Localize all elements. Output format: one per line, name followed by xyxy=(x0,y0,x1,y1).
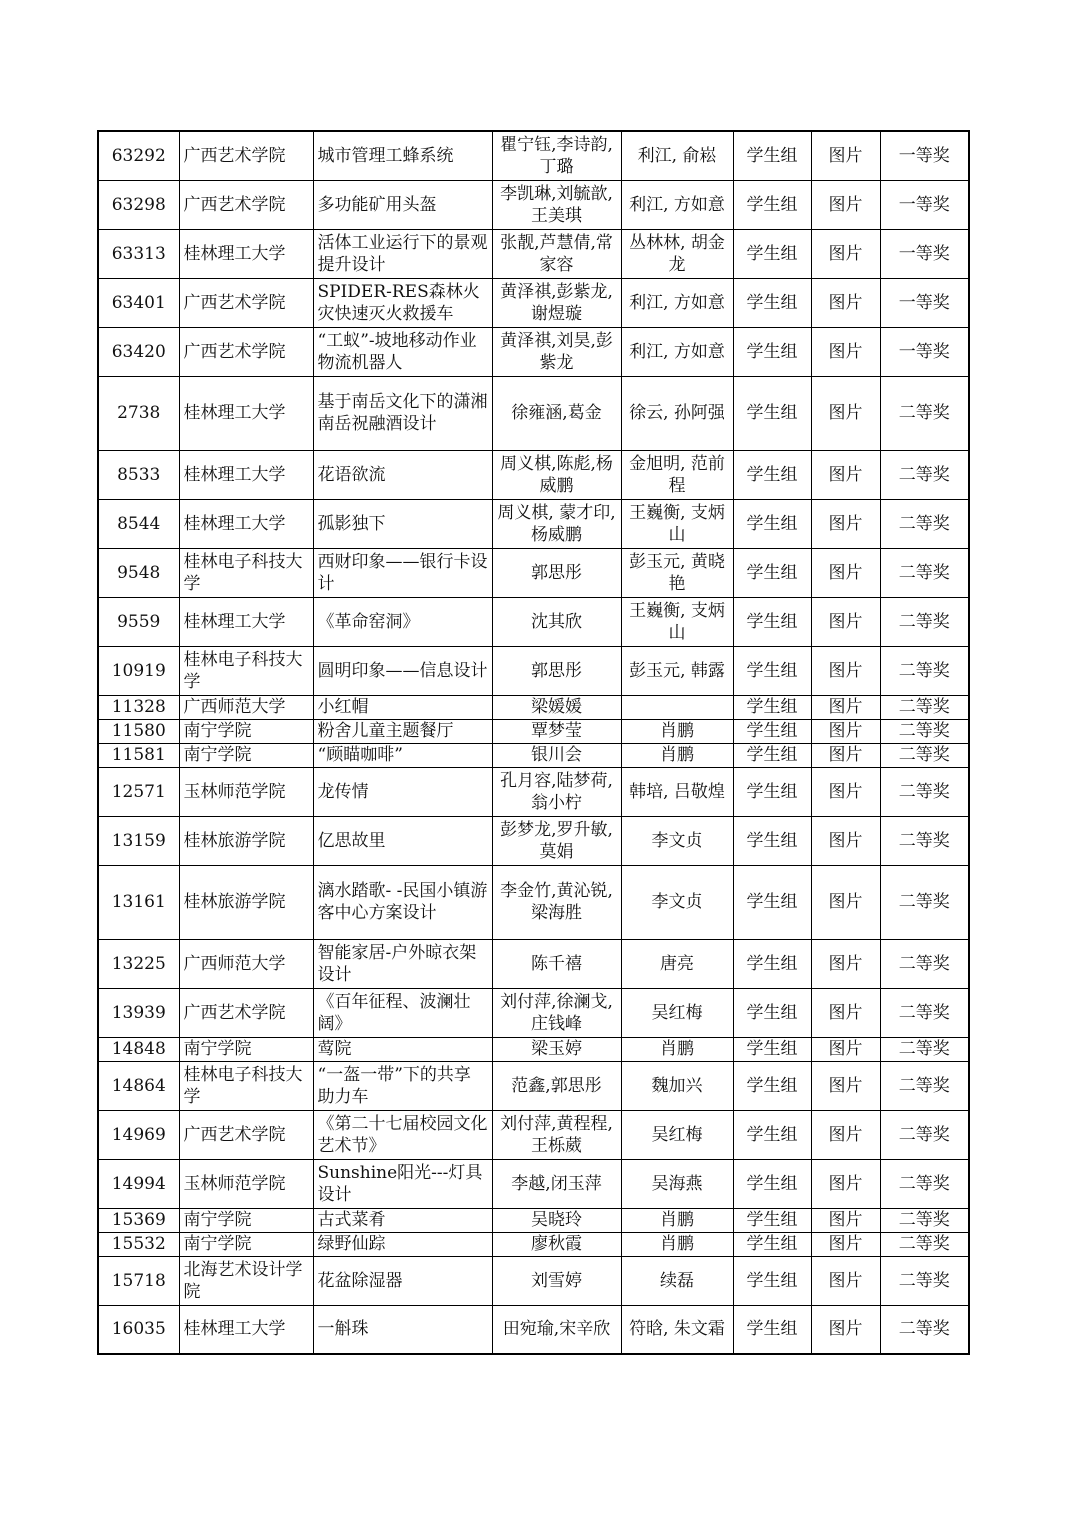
award-cell: 二等奖 xyxy=(880,988,969,1037)
school-cell: 玉林师范学院 xyxy=(179,1159,313,1208)
advisors-cell: 肖鹏 xyxy=(621,1208,733,1232)
advisors-cell: 续磊 xyxy=(621,1256,733,1305)
advisors-cell: 利江, 方如意 xyxy=(621,278,733,327)
advisors-cell: 肖鹏 xyxy=(621,1232,733,1256)
authors-cell: 廖秋霞 xyxy=(492,1232,621,1256)
group-cell: 学生组 xyxy=(733,278,811,327)
group-cell: 学生组 xyxy=(733,816,811,865)
school-cell: 广西艺术学院 xyxy=(179,1110,313,1159)
category-cell: 图片 xyxy=(811,180,880,229)
award-cell: 二等奖 xyxy=(880,939,969,988)
advisors-cell: 魏加兴 xyxy=(621,1061,733,1110)
category-cell: 图片 xyxy=(811,1232,880,1256)
advisors-cell: 王巍衡, 支炳山 xyxy=(621,597,733,646)
award-cell: 二等奖 xyxy=(880,695,969,719)
award-cell: 二等奖 xyxy=(880,719,969,743)
authors-cell: 刘付萍,徐澜戈,庄钱峰 xyxy=(492,988,621,1037)
entry-id-cell: 63401 xyxy=(98,278,179,327)
school-cell: 桂林旅游学院 xyxy=(179,816,313,865)
authors-cell: 刘雪婷 xyxy=(492,1256,621,1305)
group-cell: 学生组 xyxy=(733,1256,811,1305)
award-cell: 二等奖 xyxy=(880,499,969,548)
group-cell: 学生组 xyxy=(733,1061,811,1110)
entry-id-cell: 63313 xyxy=(98,229,179,278)
table-row xyxy=(98,499,969,548)
table-row xyxy=(98,743,969,767)
school-cell: 桂林电子科技大学 xyxy=(179,548,313,597)
category-cell: 图片 xyxy=(811,1256,880,1305)
school-cell: 南宁学院 xyxy=(179,1208,313,1232)
work-title-cell: 漓水踏歌- -民国小镇游客中心方案设计 xyxy=(313,865,492,939)
school-cell: 广西师范大学 xyxy=(179,939,313,988)
school-cell: 玉林师范学院 xyxy=(179,767,313,816)
award-cell: 二等奖 xyxy=(880,1037,969,1061)
school-cell: 桂林理工大学 xyxy=(179,229,313,278)
group-cell: 学生组 xyxy=(733,695,811,719)
advisors-cell: 利江, 俞崧 xyxy=(621,131,733,180)
table-row xyxy=(98,131,969,180)
category-cell: 图片 xyxy=(811,695,880,719)
award-cell: 一等奖 xyxy=(880,229,969,278)
table-row xyxy=(98,548,969,597)
work-title-cell: 亿思故里 xyxy=(313,816,492,865)
category-cell: 图片 xyxy=(811,1208,880,1232)
work-title-cell: “顾瞄咖啡” xyxy=(313,743,492,767)
advisors-cell: 彭玉元, 黄晓艳 xyxy=(621,548,733,597)
advisors-cell: 利江, 方如意 xyxy=(621,327,733,376)
advisors-cell xyxy=(621,695,733,719)
table-row xyxy=(98,1110,969,1159)
work-title-cell: 智能家居-户外晾衣架设计 xyxy=(313,939,492,988)
authors-cell: 范鑫,郭思彤 xyxy=(492,1061,621,1110)
advisors-cell: 韩培, 吕敬煌 xyxy=(621,767,733,816)
group-cell: 学生组 xyxy=(733,988,811,1037)
entry-id-cell: 11581 xyxy=(98,743,179,767)
category-cell: 图片 xyxy=(811,939,880,988)
school-cell: 广西师范大学 xyxy=(179,695,313,719)
group-cell: 学生组 xyxy=(733,1208,811,1232)
group-cell: 学生组 xyxy=(733,1037,811,1061)
work-title-cell: Sunshine阳光---灯具设计 xyxy=(313,1159,492,1208)
table-row xyxy=(98,597,969,646)
authors-cell: 郭思彤 xyxy=(492,548,621,597)
group-cell: 学生组 xyxy=(733,450,811,499)
entry-id-cell: 9559 xyxy=(98,597,179,646)
school-cell: 桂林电子科技大学 xyxy=(179,646,313,695)
authors-cell: 黄泽祺,刘昊,彭紫龙 xyxy=(492,327,621,376)
work-title-cell: 粉舍儿童主题餐厅 xyxy=(313,719,492,743)
authors-cell: 张靓,芦慧倩,常家容 xyxy=(492,229,621,278)
award-cell: 一等奖 xyxy=(880,180,969,229)
table-row xyxy=(98,865,969,939)
award-cell: 二等奖 xyxy=(880,597,969,646)
category-cell: 图片 xyxy=(811,1305,880,1354)
category-cell: 图片 xyxy=(811,988,880,1037)
entry-id-cell: 16035 xyxy=(98,1305,179,1354)
entry-id-cell: 14969 xyxy=(98,1110,179,1159)
school-cell: 桂林理工大学 xyxy=(179,1305,313,1354)
school-cell: 广西艺术学院 xyxy=(179,278,313,327)
work-title-cell: “工蚁”-坡地移动作业物流机器人 xyxy=(313,327,492,376)
advisors-cell: 徐云, 孙阿强 xyxy=(621,376,733,450)
entry-id-cell: 12571 xyxy=(98,767,179,816)
work-title-cell: 《第二十七届校园文化艺术节》 xyxy=(313,1110,492,1159)
group-cell: 学生组 xyxy=(733,1232,811,1256)
advisors-cell: 唐亮 xyxy=(621,939,733,988)
table-row xyxy=(98,278,969,327)
entry-id-cell: 8544 xyxy=(98,499,179,548)
group-cell: 学生组 xyxy=(733,548,811,597)
table-row xyxy=(98,719,969,743)
school-cell: 南宁学院 xyxy=(179,1037,313,1061)
table-row xyxy=(98,450,969,499)
table-row xyxy=(98,229,969,278)
work-title-cell: 圆明印象——信息设计 xyxy=(313,646,492,695)
entry-id-cell: 15718 xyxy=(98,1256,179,1305)
group-cell: 学生组 xyxy=(733,939,811,988)
authors-cell: 梁媛媛 xyxy=(492,695,621,719)
entry-id-cell: 14864 xyxy=(98,1061,179,1110)
award-cell: 二等奖 xyxy=(880,1110,969,1159)
school-cell: 南宁学院 xyxy=(179,719,313,743)
work-title-cell: 西财印象——银行卡设计 xyxy=(313,548,492,597)
table-row xyxy=(98,180,969,229)
advisors-cell: 符晗, 朱文霜 xyxy=(621,1305,733,1354)
group-cell: 学生组 xyxy=(733,865,811,939)
group-cell: 学生组 xyxy=(733,1305,811,1354)
table-row xyxy=(98,695,969,719)
advisors-cell: 李文贞 xyxy=(621,816,733,865)
table-row xyxy=(98,1305,969,1354)
group-cell: 学生组 xyxy=(733,180,811,229)
award-cell: 一等奖 xyxy=(880,327,969,376)
school-cell: 桂林理工大学 xyxy=(179,376,313,450)
category-cell: 图片 xyxy=(811,719,880,743)
entry-id-cell: 63420 xyxy=(98,327,179,376)
category-cell: 图片 xyxy=(811,816,880,865)
award-cell: 二等奖 xyxy=(880,1061,969,1110)
award-cell: 二等奖 xyxy=(880,1256,969,1305)
table-row xyxy=(98,1061,969,1110)
work-title-cell: 孤影独下 xyxy=(313,499,492,548)
award-cell: 二等奖 xyxy=(880,816,969,865)
award-cell: 二等奖 xyxy=(880,1232,969,1256)
school-cell: 广西艺术学院 xyxy=(179,327,313,376)
group-cell: 学生组 xyxy=(733,646,811,695)
table-row xyxy=(98,1159,969,1208)
advisors-cell: 李文贞 xyxy=(621,865,733,939)
category-cell: 图片 xyxy=(811,597,880,646)
table-row xyxy=(98,646,969,695)
work-title-cell: 绿野仙踪 xyxy=(313,1232,492,1256)
school-cell: 桂林理工大学 xyxy=(179,450,313,499)
award-cell: 一等奖 xyxy=(880,278,969,327)
table-row xyxy=(98,1037,969,1061)
school-cell: 北海艺术设计学院 xyxy=(179,1256,313,1305)
school-cell: 南宁学院 xyxy=(179,1232,313,1256)
category-cell: 图片 xyxy=(811,865,880,939)
group-cell: 学生组 xyxy=(733,376,811,450)
work-title-cell: 古式菜肴 xyxy=(313,1208,492,1232)
group-cell: 学生组 xyxy=(733,229,811,278)
school-cell: 桂林电子科技大学 xyxy=(179,1061,313,1110)
authors-cell: 刘付萍,黄程程,王栎葳 xyxy=(492,1110,621,1159)
category-cell: 图片 xyxy=(811,1110,880,1159)
group-cell: 学生组 xyxy=(733,719,811,743)
group-cell: 学生组 xyxy=(733,131,811,180)
school-cell: 广西艺术学院 xyxy=(179,988,313,1037)
category-cell: 图片 xyxy=(811,376,880,450)
work-title-cell: 城市管理工蜂系统 xyxy=(313,131,492,180)
table-row xyxy=(98,988,969,1037)
category-cell: 图片 xyxy=(811,450,880,499)
table-row xyxy=(98,767,969,816)
authors-cell: 周义棋,陈彪,杨威鹏 xyxy=(492,450,621,499)
category-cell: 图片 xyxy=(811,743,880,767)
table-row xyxy=(98,1256,969,1305)
entry-id-cell: 13159 xyxy=(98,816,179,865)
category-cell: 图片 xyxy=(811,499,880,548)
entry-id-cell: 14848 xyxy=(98,1037,179,1061)
advisors-cell: 吴海燕 xyxy=(621,1159,733,1208)
category-cell: 图片 xyxy=(811,1061,880,1110)
category-cell: 图片 xyxy=(811,1037,880,1061)
school-cell: 广西艺术学院 xyxy=(179,180,313,229)
table-row xyxy=(98,1208,969,1232)
award-cell: 二等奖 xyxy=(880,1159,969,1208)
advisors-cell: 肖鹏 xyxy=(621,719,733,743)
school-cell: 南宁学院 xyxy=(179,743,313,767)
work-title-cell: 花语欲流 xyxy=(313,450,492,499)
authors-cell: 郭思彤 xyxy=(492,646,621,695)
group-cell: 学生组 xyxy=(733,597,811,646)
authors-cell: 田宛瑜,宋辛欣 xyxy=(492,1305,621,1354)
entry-id-cell: 11580 xyxy=(98,719,179,743)
authors-cell: 银川会 xyxy=(492,743,621,767)
category-cell: 图片 xyxy=(811,646,880,695)
category-cell: 图片 xyxy=(811,131,880,180)
work-title-cell: “一盔一带”下的共享助力车 xyxy=(313,1061,492,1110)
award-cell: 二等奖 xyxy=(880,548,969,597)
table-row xyxy=(98,1232,969,1256)
advisors-cell: 王巍衡, 支炳山 xyxy=(621,499,733,548)
group-cell: 学生组 xyxy=(733,1159,811,1208)
entry-id-cell: 63298 xyxy=(98,180,179,229)
entry-id-cell: 11328 xyxy=(98,695,179,719)
work-title-cell: 多功能矿用头盔 xyxy=(313,180,492,229)
advisors-cell: 吴红梅 xyxy=(621,988,733,1037)
authors-cell: 覃梦莹 xyxy=(492,719,621,743)
work-title-cell: SPIDER-RES森林火灾快速灭火救援车 xyxy=(313,278,492,327)
entry-id-cell: 13225 xyxy=(98,939,179,988)
group-cell: 学生组 xyxy=(733,1110,811,1159)
work-title-cell: 花盆除湿器 xyxy=(313,1256,492,1305)
group-cell: 学生组 xyxy=(733,499,811,548)
category-cell: 图片 xyxy=(811,278,880,327)
authors-cell: 沈其欣 xyxy=(492,597,621,646)
entry-id-cell: 13939 xyxy=(98,988,179,1037)
authors-cell: 李凯琳,刘毓歆,王美琪 xyxy=(492,180,621,229)
work-title-cell: 小红帽 xyxy=(313,695,492,719)
work-title-cell: 基于南岳文化下的潇湘南岳祝融酒设计 xyxy=(313,376,492,450)
category-cell: 图片 xyxy=(811,767,880,816)
category-cell: 图片 xyxy=(811,327,880,376)
work-title-cell: 莺院 xyxy=(313,1037,492,1061)
work-title-cell: 《百年征程、波澜壮阔》 xyxy=(313,988,492,1037)
category-cell: 图片 xyxy=(811,548,880,597)
authors-cell: 吴晓玲 xyxy=(492,1208,621,1232)
entry-id-cell: 8533 xyxy=(98,450,179,499)
table-row xyxy=(98,327,969,376)
authors-cell: 瞿宁钰,李诗韵,丁璐 xyxy=(492,131,621,180)
group-cell: 学生组 xyxy=(733,767,811,816)
group-cell: 学生组 xyxy=(733,327,811,376)
entry-id-cell: 15369 xyxy=(98,1208,179,1232)
award-cell: 二等奖 xyxy=(880,865,969,939)
authors-cell: 周义棋, 蒙才印,杨威鹏 xyxy=(492,499,621,548)
authors-cell: 梁玉婷 xyxy=(492,1037,621,1061)
advisors-cell: 肖鹏 xyxy=(621,743,733,767)
work-title-cell: 《革命窑洞》 xyxy=(313,597,492,646)
work-title-cell: 龙传情 xyxy=(313,767,492,816)
advisors-cell: 丛林林, 胡金龙 xyxy=(621,229,733,278)
work-title-cell: 一斛珠 xyxy=(313,1305,492,1354)
group-cell: 学生组 xyxy=(733,743,811,767)
award-cell: 二等奖 xyxy=(880,1305,969,1354)
authors-cell: 李金竹,黄沁锐,梁海胜 xyxy=(492,865,621,939)
category-cell: 图片 xyxy=(811,1159,880,1208)
school-cell: 桂林理工大学 xyxy=(179,597,313,646)
advisors-cell: 彭玉元, 韩露 xyxy=(621,646,733,695)
entry-id-cell: 14994 xyxy=(98,1159,179,1208)
award-cell: 一等奖 xyxy=(880,131,969,180)
authors-cell: 黄泽祺,彭紫龙,谢煜璇 xyxy=(492,278,621,327)
table-body xyxy=(98,131,969,1354)
award-cell: 二等奖 xyxy=(880,1208,969,1232)
entry-id-cell: 63292 xyxy=(98,131,179,180)
results-table xyxy=(97,130,970,1355)
entry-id-cell: 10919 xyxy=(98,646,179,695)
authors-cell: 彭梦龙,罗升敏,莫娟 xyxy=(492,816,621,865)
advisors-cell: 肖鹏 xyxy=(621,1037,733,1061)
award-cell: 二等奖 xyxy=(880,743,969,767)
category-cell: 图片 xyxy=(811,229,880,278)
authors-cell: 徐雍涵,葛金 xyxy=(492,376,621,450)
authors-cell: 李越,闭玉萍 xyxy=(492,1159,621,1208)
award-cell: 二等奖 xyxy=(880,646,969,695)
award-cell: 二等奖 xyxy=(880,450,969,499)
school-cell: 广西艺术学院 xyxy=(179,131,313,180)
award-cell: 二等奖 xyxy=(880,376,969,450)
award-cell: 二等奖 xyxy=(880,767,969,816)
table-row xyxy=(98,939,969,988)
authors-cell: 陈千禧 xyxy=(492,939,621,988)
authors-cell: 孔月容,陆梦荷, 翁小柠 xyxy=(492,767,621,816)
work-title-cell: 活体工业运行下的景观提升设计 xyxy=(313,229,492,278)
entry-id-cell: 9548 xyxy=(98,548,179,597)
entry-id-cell: 13161 xyxy=(98,865,179,939)
entry-id-cell: 15532 xyxy=(98,1232,179,1256)
advisors-cell: 金旭明, 范前程 xyxy=(621,450,733,499)
entry-id-cell: 2738 xyxy=(98,376,179,450)
school-cell: 桂林理工大学 xyxy=(179,499,313,548)
advisors-cell: 利江, 方如意 xyxy=(621,180,733,229)
table-row xyxy=(98,816,969,865)
school-cell: 桂林旅游学院 xyxy=(179,865,313,939)
table-row xyxy=(98,376,969,450)
advisors-cell: 吴红梅 xyxy=(621,1110,733,1159)
